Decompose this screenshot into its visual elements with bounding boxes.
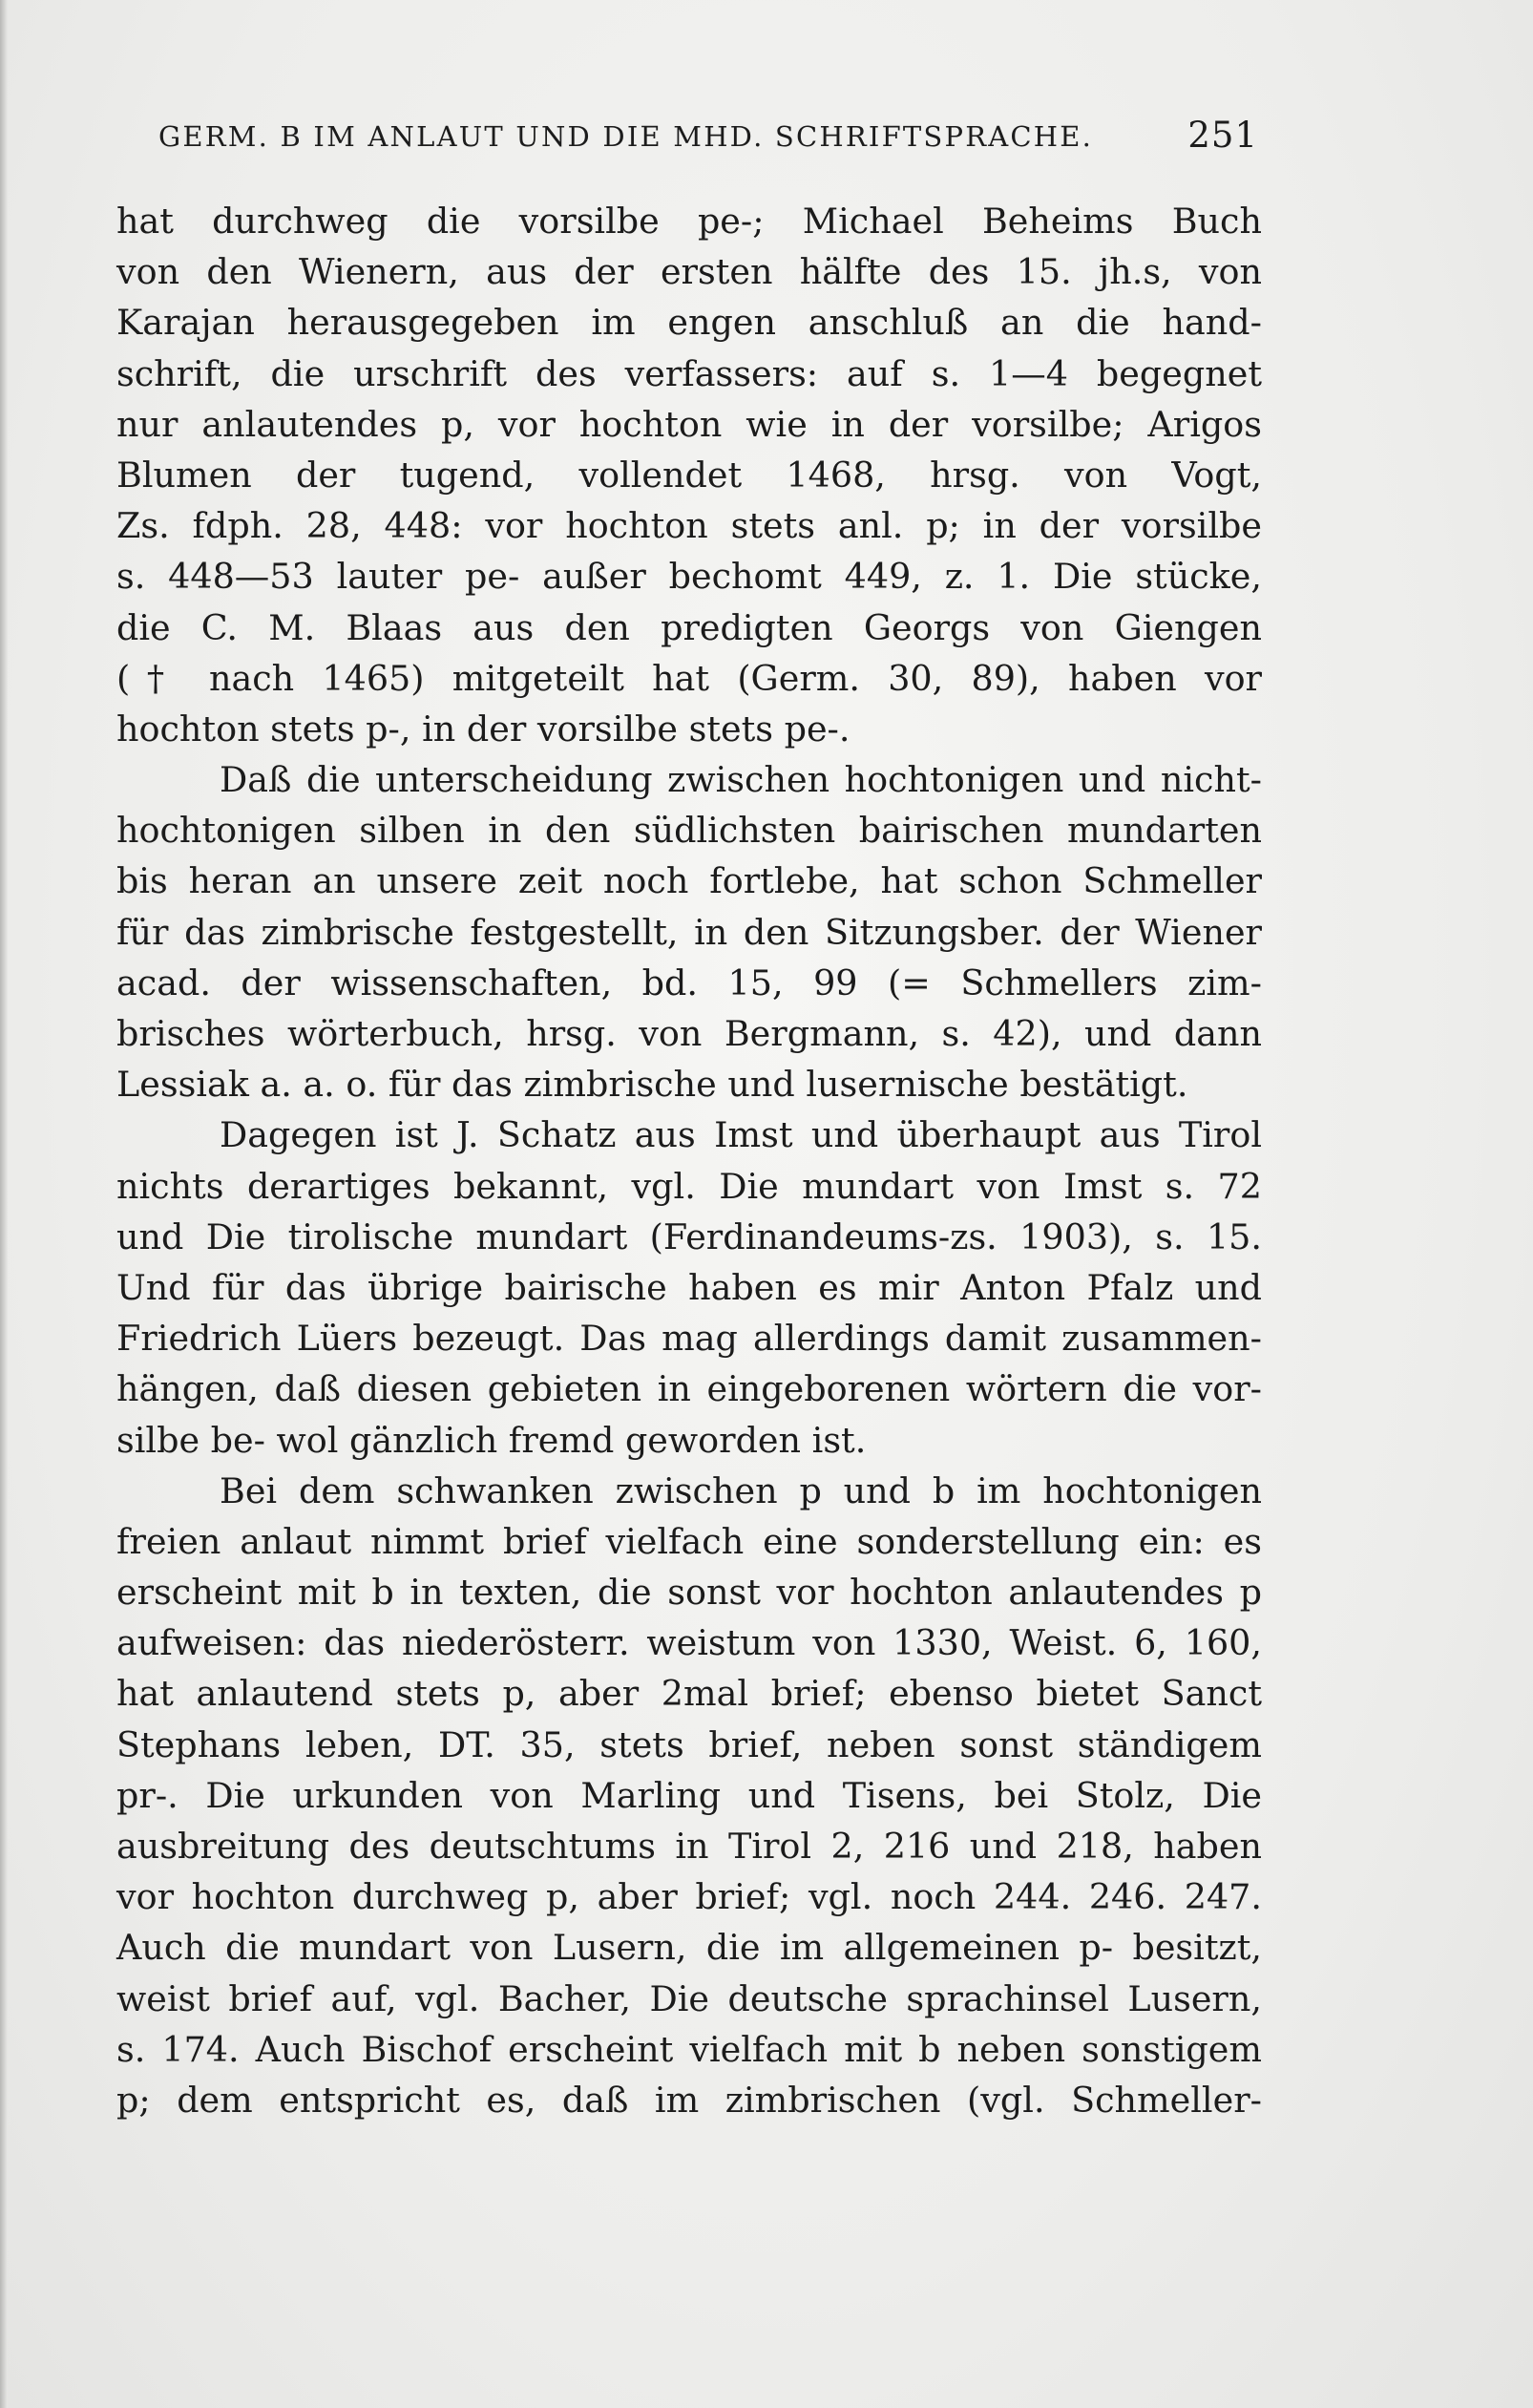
text-line: s. 448—53 lauter pe- außer bechomt 449, z. 1. Die stücke,	[116, 556, 1262, 598]
text-line: für das zimbrische festgestellt, in den Sitzungsber. der Wiener	[116, 911, 1262, 953]
text-line: Daß die unterscheidung zwischen hochtonigen und nicht-	[220, 759, 1262, 801]
text-line: nur anlautendes p, vor hochton wie in der vorsilbe; Arigos	[116, 403, 1262, 445]
text-line: hochtonigen silben in den südlichsten bairischen mundarten	[116, 810, 1262, 852]
text-line: († nach 1465) mitgeteilt hat (Germ. 30, 89), haben vor	[116, 657, 1262, 699]
text-line: silbe be- wol gänzlich fremd geworden ist.	[116, 1419, 867, 1461]
text-line: ausbreitung des deutschtums in Tirol 2, 216 und 218, haben	[116, 1826, 1262, 1867]
text-line: die C. M. Blaas aus den predigten Georgs von Giengen	[116, 606, 1262, 648]
text-line: Lessiak a. a. o. für das zimbrische und lusernische bestätigt.	[116, 1064, 1188, 1106]
text-line: p; dem entspricht es, daß im zimbrischen (vgl. Schmeller-	[116, 2079, 1262, 2121]
text-line: vor hochton durchweg p, aber brief; vgl. noch 244. 246. 247.	[116, 1876, 1262, 1918]
page-number: 251	[1187, 115, 1258, 156]
text-line: hat durchweg die vorsilbe pe-; Michael Beheims Buch	[116, 201, 1262, 242]
text-line: Und für das übrige bairische haben es mir Anton Pfalz und	[116, 1266, 1262, 1308]
text-line: hochton stets p-, in der vorsilbe stets pe-.	[116, 708, 850, 750]
text-line: nichts derartiges bekannt, vgl. Die mundart von Imst s. 72	[116, 1165, 1262, 1207]
text-line: acad. der wissenschaften, bd. 15, 99 (= Schmellers zim-	[116, 961, 1262, 1003]
text-line: brisches wörterbuch, hrsg. von Bergmann, s. 42), und dann	[116, 1013, 1262, 1054]
text-line: Auch die mundart von Lusern, die im allgemeinen p- besitzt,	[116, 1927, 1262, 1969]
text-line: aufweisen: das niederösterr. weistum von 1330, Weist. 6, 160,	[116, 1622, 1262, 1664]
text-line: Karajan herausgegeben im engen anschluß an die hand-	[116, 302, 1262, 344]
body-text	[116, 196, 1262, 2125]
text-line: von den Wienern, aus der ersten hälfte des 15. jh.s, von	[116, 251, 1262, 293]
text-line: hat anlautend stets p, aber 2mal brief; ebenso bietet Sanct	[116, 1673, 1262, 1715]
text-line: Friedrich Lüers bezeugt. Das mag allerdings damit zusammen-	[116, 1318, 1262, 1360]
text-line: pr-. Die urkunden von Marling und Tisens, bei Stolz, Die	[116, 1774, 1262, 1816]
text-line: schrift, die urschrift des verfassers: auf s. 1—4 begegnet	[116, 352, 1262, 394]
text-line: bis heran an unsere zeit noch fortlebe, hat schon Schmeller	[116, 860, 1262, 902]
text-line: Blumen der tugend, vollendet 1468, hrsg. von Vogt,	[116, 454, 1262, 496]
text-line: weist brief auf, vgl. Bacher, Die deutsche sprachinsel Lusern,	[116, 1977, 1262, 2019]
text-line: hängen, daß diesen gebieten in eingeborenen wörtern die vor-	[116, 1368, 1262, 1410]
text-line: erscheint mit b in texten, die sonst vor hochton anlautendes p	[116, 1572, 1262, 1614]
text-line: Stephans leben, DT. 35, stets brief, neben sonst ständigem	[116, 1723, 1262, 1765]
text-line: Zs. fdph. 28, 448: vor hochton stets anl. p; in der vorsilbe	[116, 505, 1262, 547]
text-line: Bei dem schwanken zwischen p und b im hochtonigen	[220, 1469, 1262, 1511]
text-line: s. 174. Auch Bischof erscheint vielfach mit b neben sonstigem	[116, 2028, 1262, 2070]
text-line: und Die tirolische mundart (Ferdinandeums-zs. 1903), s. 15.	[116, 1215, 1262, 1257]
text-line: Dagegen ist J. Schatz aus Imst und überhaupt aus Tirol	[220, 1114, 1262, 1156]
text-line: freien anlaut nimmt brief vielfach eine sonderstellung ein: es	[116, 1520, 1262, 1562]
scan-edge-shadow	[0, 0, 8, 2408]
running-head-title: GERM. B IM ANLAUT UND DIE MHD. SCHRIFTSPRACHE.	[158, 120, 1094, 153]
running-head	[158, 115, 1258, 162]
